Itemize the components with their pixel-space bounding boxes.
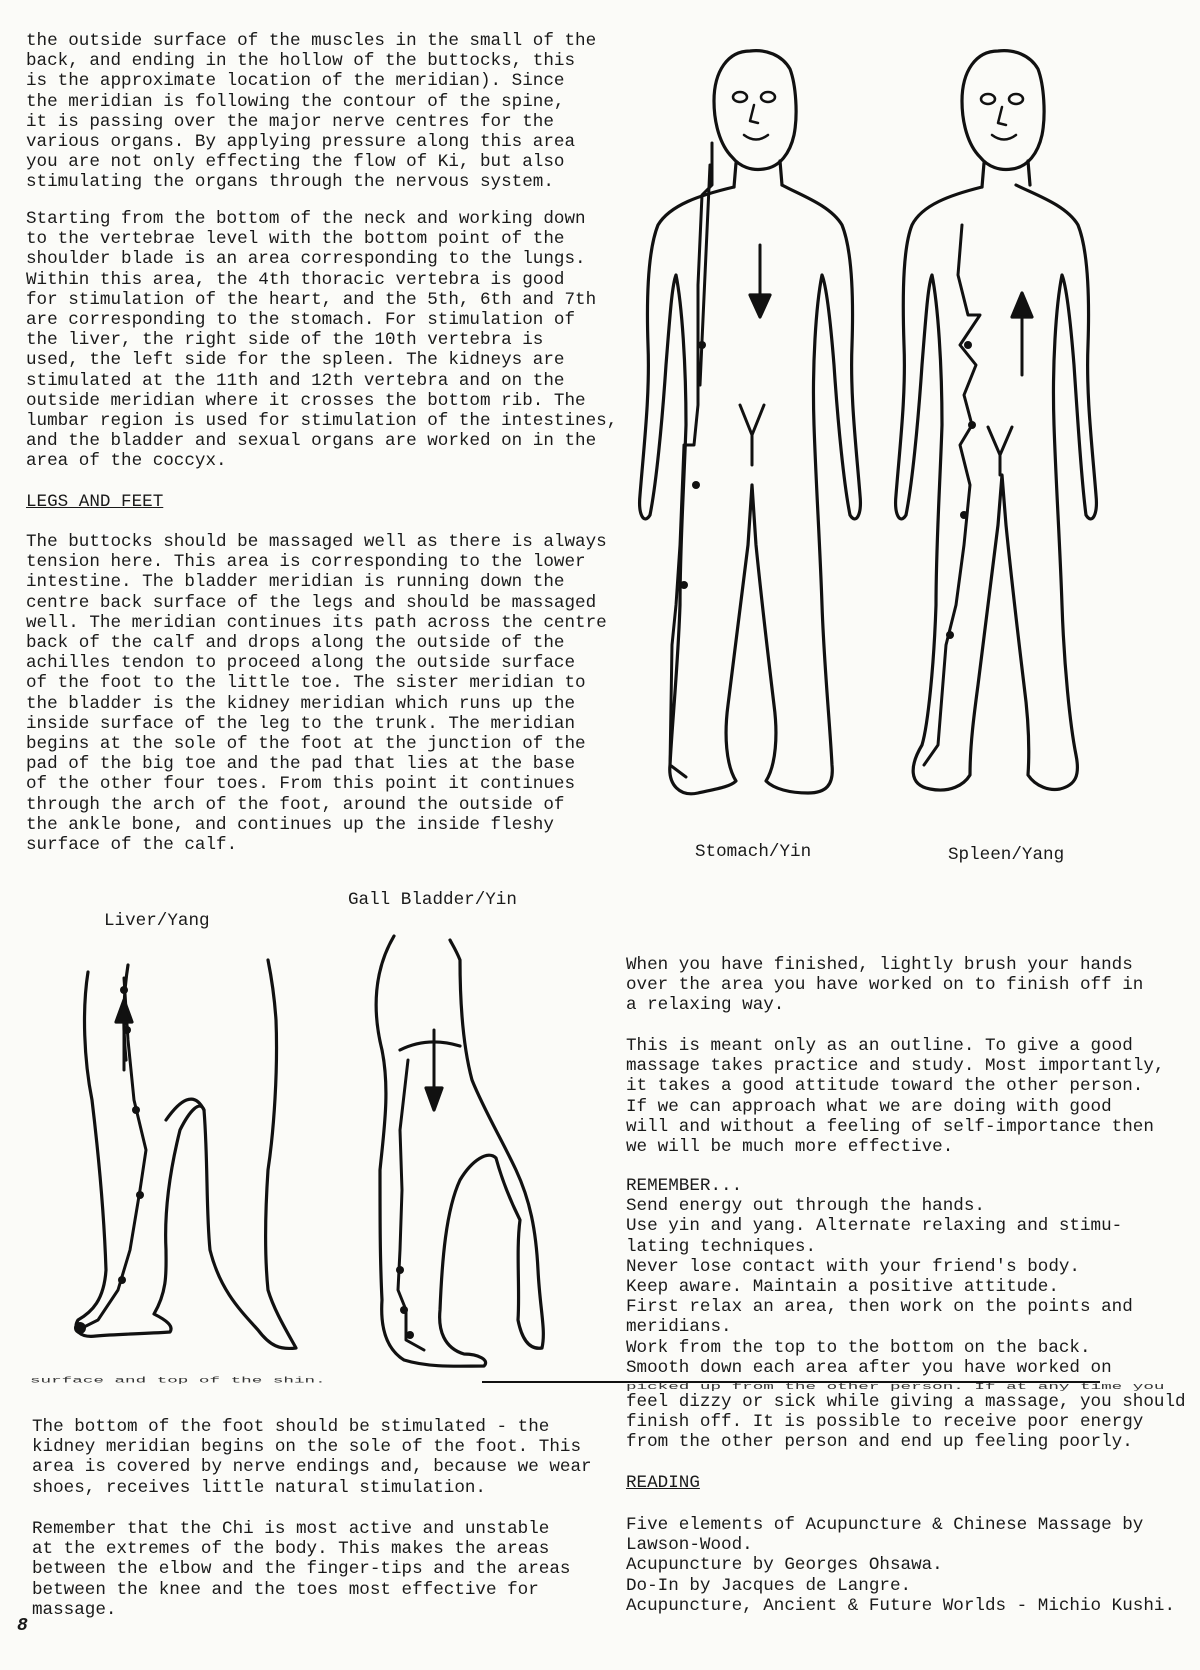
stomach-arrow-down-icon — [750, 295, 770, 317]
spleen-arrow-up-icon — [1012, 293, 1032, 317]
outline-paragraph: This is meant only as an outline. To give a good massage takes practice and study. Most importantly, it takes a good attitude toward the other person. If we can approach what we are doing with good will and without a feeling of self-importance then we will be much more effective. — [626, 1036, 1165, 1158]
stomach-figure-groin — [740, 405, 764, 465]
stomach-figure-right-eye — [761, 92, 775, 102]
liver-point — [132, 1106, 140, 1114]
gall-bladder-meridian-line — [398, 1060, 424, 1350]
gall-bladder-arrow-down-icon — [426, 1088, 442, 1110]
liver-point — [74, 1322, 86, 1334]
legs-paragraph: The buttocks should be massaged well as there is always tension here. This area is corresponding to the lower intestine. The bladder meridian is running down the centre back surface of the legs and should be massaged well. The meridian continues its path across the centre back of the calf and drops along the outside of the achilles tendon to proceed along the outside surface of the foot to the little toe. The sister meridian to the bladder is the kidney meridian which runs up the inside surface of the leg to the trunk. The meridian begins at the sole of the foot at the junction of the pad of the big toe and the pad that lies at the base of the other four toes. From this point it continues through the arch of the foot, around the outside of the ankle bone, and continues up the inside fleshy surface of the calf. — [26, 532, 607, 856]
spleen-figure-right-eye — [1009, 94, 1023, 104]
stomach-figure-left-eye — [733, 92, 747, 102]
vertebrae-paragraph: Starting from the bottom of the neck and working down to the vertebrae level with the bottom point of the shoulder blade is an area corresponding to the lungs. Within this area, the 4th thoracic vertebra is good for stimulation of the heart, and the 5th, 6th and 7th are corresponding to the stomach. For stimulation of the liver, the right side of the 10th vertebra is used, the left side for the spleen. The kidneys are stimulated at the 11th and 12th vertebra and on the outside meridian where it crosses the bottom rib. The lumbar region is used for stimulation of the intestines, and the bladder and sexual organs are worked on in the area of the coccyx. — [26, 209, 618, 472]
gall-bladder-point — [400, 1306, 408, 1314]
spleen-figure-groin — [988, 427, 1012, 475]
foot-paragraph: The bottom of the foot should be stimulated - the kidney meridian begins on the sole of the foot. This area is covered by nerve endings and, because we wear shoes, receives little natural stimulation. — [32, 1417, 592, 1498]
liver-point — [123, 1026, 131, 1034]
gall-bladder-hip-line — [400, 1042, 460, 1050]
chi-paragraph: Remember that the Chi is most active and unstable at the extremes of the body. This makes the areas between the elbow and the finger-tips and the areas between the knee and the toes most effective for massage. — [32, 1519, 571, 1620]
spine-paragraph: the outside surface of the muscles in the small of the back, and ending in the hollow of the buttocks, this is the approximate location of the meridian). Since the meridian is following the contour of the spine, it is passing over the major nerve centres for the various organs. By applying pressure along this area you are not only effecting the flow of Ki, but also stimulating the organs through the nervous system. — [26, 31, 597, 193]
stomach-figure-body — [640, 185, 861, 794]
spleen-caption: Spleen/Yang — [948, 845, 1065, 865]
stomach-point — [698, 341, 706, 349]
dizzy-paragraph: feel dizzy or sick while giving a massage, you should finish off. It is possible to receive poor energy from the other person and end up feeling poorly. — [626, 1392, 1186, 1453]
spleen-point — [964, 341, 972, 349]
gall-bladder-point — [406, 1331, 414, 1339]
liver-meridian-figure — [70, 950, 310, 1370]
finish-paragraph: When you have finished, lightly brush your hands over the area you have worked on to finish off in a relaxing way. — [626, 955, 1144, 1016]
spleen-point — [960, 511, 968, 519]
liver-leg-outline — [76, 960, 296, 1348]
liver-knee-line — [166, 1099, 204, 1120]
reading-list: Five elements of Acupuncture & Chinese Massage by Lawson-Wood. Acupuncture by Georges Ohsawa. Do-In by Jacques de Langre. Acupuncture, Ancient & Future Worlds - Michio Kushi. — [626, 1515, 1176, 1616]
spleen-figure-left-eye — [981, 94, 995, 104]
liver-point — [118, 1276, 126, 1284]
liver-arrow-up-icon — [116, 1000, 132, 1022]
stomach-meridian-figure — [640, 45, 890, 805]
stomach-caption: Stomach/Yin — [695, 842, 812, 862]
gall-bladder-meridian-figure — [360, 930, 560, 1390]
cut-off-line: picked up from the other person. If at any time you — [626, 1382, 1165, 1392]
stomach-point — [692, 481, 700, 489]
stomach-figure-head — [714, 51, 796, 170]
liver-meridian-line — [78, 978, 146, 1330]
page-number: 8 — [17, 1616, 28, 1636]
liver-caption: Liver/Yang — [104, 911, 210, 931]
stomach-figure-face — [744, 105, 768, 140]
liver-point — [120, 986, 128, 994]
legs-and-feet-heading: LEGS AND FEET — [26, 492, 164, 512]
spleen-meridian-figure — [900, 45, 1130, 805]
shin-fragment-text: surface and top of the shin. — [30, 1376, 326, 1385]
gall-bladder-caption: Gall Bladder/Yin — [348, 890, 517, 910]
remember-list: REMEMBER... Send energy out through the hands. Use yin and yang. Alternate relaxing and stimu- lating techniques. Never lose contact with your friend's body. Keep aware. Maintain a positive attitude. First relax an area, then work on the points and meridians. Work from the top to the bottom on the back. Smooth down each area after you have worked on — [626, 1176, 1133, 1378]
reading-heading: READING — [626, 1473, 700, 1493]
spleen-figure-head — [962, 51, 1044, 170]
spleen-figure-body — [896, 185, 1097, 790]
spleen-point — [946, 631, 954, 639]
spleen-point — [968, 421, 976, 429]
gall-bladder-point — [396, 1266, 404, 1274]
liver-point — [136, 1191, 144, 1199]
stomach-point — [680, 581, 688, 589]
spleen-figure-face — [992, 107, 1016, 140]
